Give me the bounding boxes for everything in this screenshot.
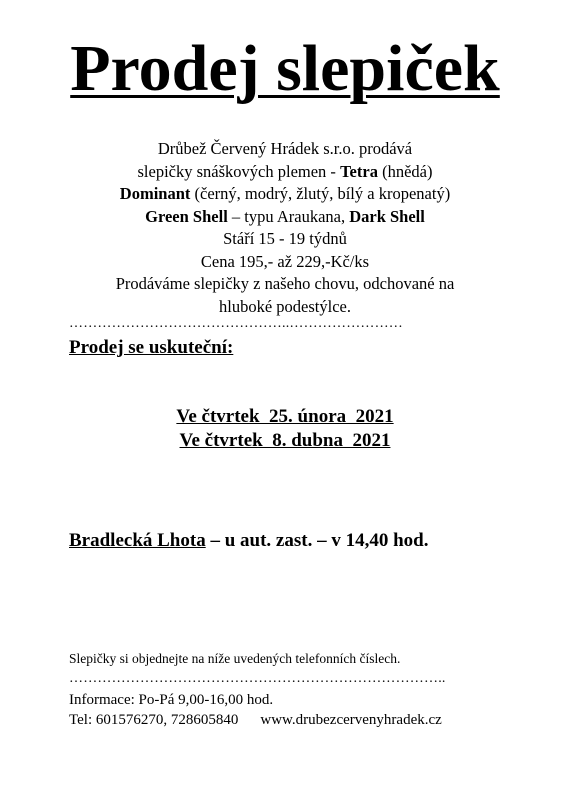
dotted-separator-bottom: …………………………………………………………………….. (69, 671, 446, 686)
breed-dominant: Dominant (119, 184, 191, 203)
location-place: Bradlecká Lhota (69, 530, 206, 551)
intro-text (40, 138, 530, 318)
office-hours: Informace: Po-Pá 9,00-16,00 hod. (69, 692, 274, 708)
contact-row (69, 710, 442, 730)
page-title: Prodej slepiček (70, 32, 500, 105)
contact-info (69, 690, 442, 730)
intro-price-line: Cena 195,- až 229,-Kč/ks (200, 251, 370, 271)
location-details: – u aut. zast. – v 14,40 hod. (205, 530, 429, 551)
sale-dates (0, 405, 570, 453)
sale-heading: Prodej se uskuteční: (69, 337, 234, 358)
intro-breeds-line: slepičky snáškových plemen - Tetra (hnědá) (137, 161, 433, 181)
breed-tetra: Tetra (340, 161, 378, 181)
dotted-separator: ………………………………………..…………………… (69, 316, 403, 331)
phone-numbers: Tel: 601576270, 728605840 (69, 712, 239, 728)
breed-green-shell: Green Shell (145, 206, 228, 226)
sale-date-1: Ve čtvrtek 25. února 2021 (176, 406, 394, 427)
intro-origin-line: Prodáváme slepičky z našeho chovu, odchované na (115, 274, 455, 293)
sale-date-2: Ve čtvrtek 8. dubna 2021 (179, 430, 391, 451)
sale-location (69, 530, 428, 552)
website-link[interactable]: www.drubezcervenyhradek.cz (260, 712, 442, 728)
intro-company-line: Drůbež Červený Hrádek s.r.o. prodává (157, 139, 413, 158)
intro-age-line: Stáří 15 - 19 týdnů (223, 229, 347, 248)
order-note: Slepičky si objednejte na níže uvedených telefonních číslech. (69, 651, 401, 666)
intro-bedding-line: hluboké podestýlce. (219, 296, 351, 316)
breed-dark-shell: Dark Shell (349, 206, 425, 226)
intro-dominant-line: Dominant (černý, modrý, žlutý, bílý a kropenatý) (119, 184, 451, 203)
intro-shell-line: Green Shell – typu Araukana, Dark Shell (145, 206, 425, 226)
